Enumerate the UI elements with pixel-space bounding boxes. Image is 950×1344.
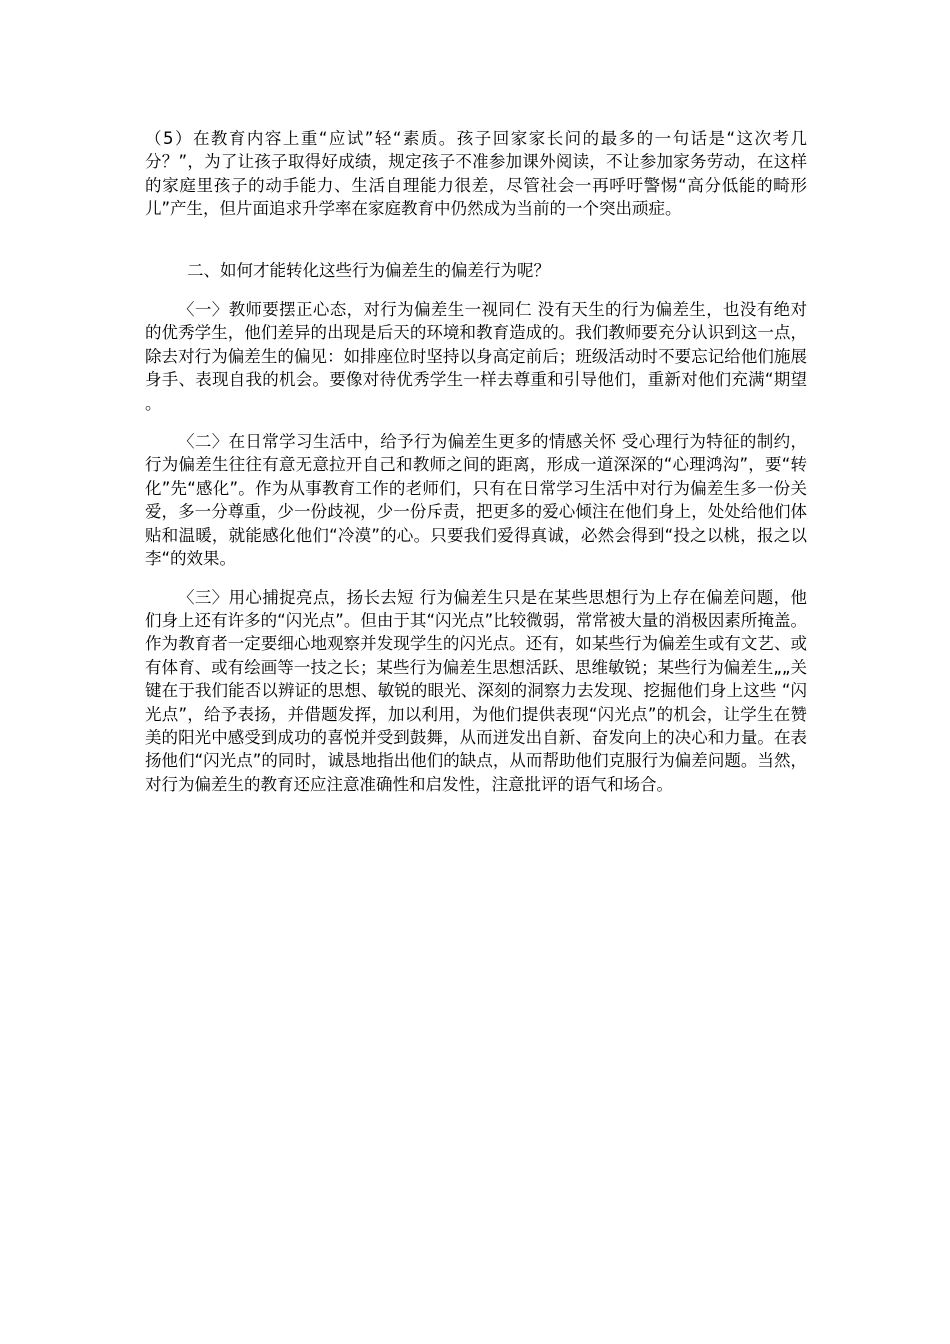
paragraph-section-2: 〈二〉在日常学习生活中，给予行为偏差生更多的情感关怀 受心理行为特征的制约，行为偏差生往往有意无意拉开自己和教师之间的距离，形成一道深深的“心理鸿沟”，要“转化”先“感化”。作为从事教育工作的老师们，只有在日常学习生活中对行为偏差生多一份关爱，多一分尊重，少一份歧视，少一份斥责，把更多的爱心倾注在他们身上，处处给他们体贴和温暖，就能感化他们“冷漠”的心。只要我们爱得真诚，必然会得到“投之以桃，报之以李“的效果。 xyxy=(145,432,807,569)
section-heading: 二、如何才能转化这些行为偏差生的偏差行为呢？ xyxy=(187,260,550,280)
document-body xyxy=(145,127,807,796)
paragraph-item-5: （5）在教育内容上重“应试”轻“素质。孩子回家家长问的最多的一句话是“这次考几分？”，为了让孩子取得好成绩，规定孩子不准参加课外阅读，不让参加家务劳动，在这样的家庭里孩子的动手能力、生活自理能力很差，尽管社会一再呼吁警惕“高分低能的畸形儿”产生，但片面追求升学率在家庭教育中仍然成为当前的一个突出顽症。 xyxy=(145,129,807,219)
paragraph-section-1: 〈一〉教师要摆正心态，对行为偏差生一视同仁 没有天生的行为偏差生，也没有绝对的优秀学生，他们差异的出现是后天的环境和教育造成的。我们教师要充分认识到这一点，除去对行为偏差生的偏见：如排座位时坚持以身高定前后；班级活动时不要忘记给他们施展身手、表现自我的机会。要像对待优秀学生一样去尊重和引导他们，重新对他们充满“期望 。 xyxy=(145,300,807,413)
paragraph-section-3: 〈三〉用心捕捉亮点，扬长去短 行为偏差生只是在某些思想行为上存在偏差问题，他们身上还有许多的“闪光点”。但由于其“闪光点”比较微弱，常常被大量的消极因素所掩盖。作为教育者一定要细心地观察并发现学生的闪光点。还有，如某些行为偏差生或有文艺、或有体育、或有绘画等一技之长；某些行为偏差生思想活跃、思维敏锐；某些行为偏差生„„关键在于我们能否以辨证的思想、敏锐的眼光、深刻的洞察力去发现、挖掘他们身上这些 “闪光点”，给予表扬，并借题发挥，加以利用，为他们提供表现“闪光点”的机会，让学生在赞美的阳光中感受到成功的喜悦并受到鼓舞，从而迸发出自新、奋发向上的决心和力量。在表扬他们“闪光点”的同时，诚恳地指出他们的缺点，从而帮助他们克服行为偏差问题。当然，对行为偏差生的教育还应注意准确性和启发性，注意批评的语气和场合。 xyxy=(145,587,807,794)
